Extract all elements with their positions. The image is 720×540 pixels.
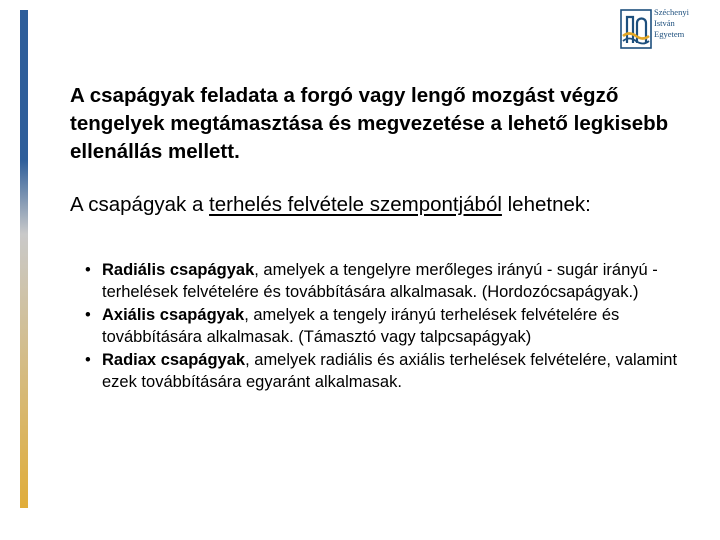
list-item-radial (85, 260, 685, 303)
logo-text (654, 7, 689, 40)
bullet-term: Radiax csapágyak (102, 351, 246, 369)
list-item-radiax (85, 350, 685, 393)
accent-side-bar (20, 10, 28, 508)
bullet-term: Radiális csapágyak (102, 261, 255, 279)
list-item-axial (85, 305, 685, 348)
bullet-text: , amelyek a tengelyre merőleges irányú - sugár irányú - terhelések felvételére és továbbítására alkalmasak. (Hordozócsapágyak.) (102, 261, 658, 301)
logo-line-3: Egyetem (654, 29, 685, 39)
slide-title: A csapágyak feladata a forgó vagy lengő mozgást végző tengelyek megtámasztása és megvezetése a lehető legkisebb ellenállás mellett. (70, 84, 669, 163)
bullet-marker: • (85, 306, 91, 324)
university-logo (620, 7, 714, 59)
bullet-marker: • (85, 351, 91, 369)
bullet-term: Axiális csapágyak (102, 306, 245, 324)
lead-text-before: A csapágyak a (70, 193, 210, 216)
sze-logo-icon (620, 9, 652, 49)
logo-line-1: Széchenyi (654, 7, 689, 17)
bullet-text: , amelyek radiális és axiális terhelések felvételére, valamint ezek továbbítására egyaránt alkalmasak. (102, 351, 678, 391)
logo-line-2: István (654, 18, 675, 28)
bullet-text: , amelyek a tengely irányú terhelések felvételére és továbbítására alkalmasak. (Támasztó vagy talpcsapágyak) (102, 306, 620, 346)
lead-underlined-phrase: terhelés felvétele szempontjából (209, 193, 502, 216)
bullet-marker: • (85, 261, 91, 279)
bearing-type-list (85, 260, 685, 395)
lead-paragraph (70, 191, 690, 219)
lead-text-after: lehetnek: (501, 193, 591, 216)
